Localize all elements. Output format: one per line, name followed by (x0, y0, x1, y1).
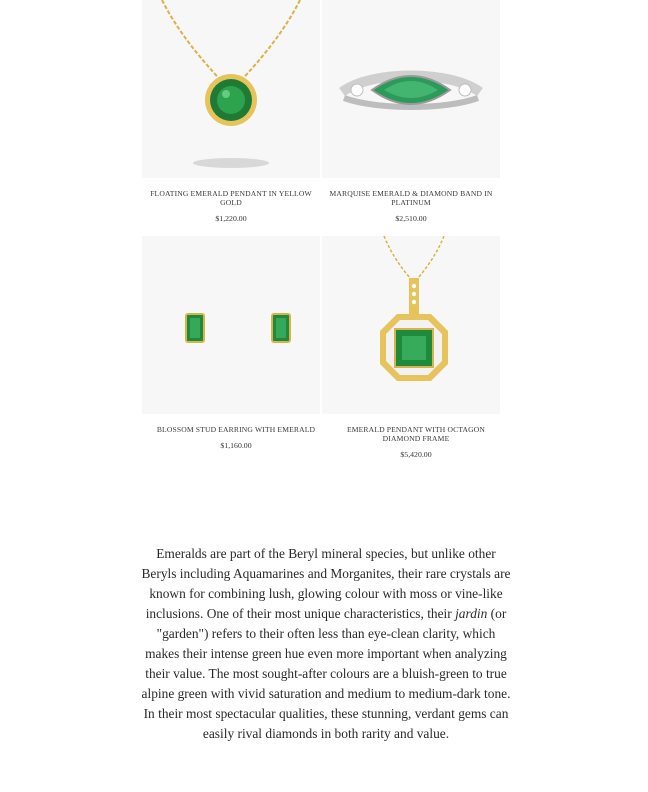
product-price: $1,160.00 (220, 441, 252, 450)
pendant-icon[interactable] (142, 0, 320, 178)
description-text-1: Emeralds are part of the Beryl mineral species, but unlike other Beryls including Aquamarines and Morganites, their rare crystals are known for combining lush, glowing colour with moss or vine-like inclusions. One of their most unique characteristics, their (141, 546, 511, 621)
description-italic: jardin (455, 606, 488, 621)
product-price: $2,510.00 (395, 214, 427, 223)
product-price: $5,420.00 (400, 450, 432, 459)
ring-icon[interactable] (322, 0, 500, 178)
product-name[interactable]: MARQUISE EMERALD & DIAMOND BAND IN PLATINUM (329, 189, 493, 207)
octagon-pendant-icon[interactable] (322, 236, 500, 414)
product-name[interactable]: EMERALD PENDANT WITH OCTAGON DIAMOND FRAME (346, 425, 486, 443)
product-price: $1,220.00 (215, 214, 247, 223)
description-text-2: (or "garden") refers to their often less than eye-clean clarity, which makes their intense green hue even more important when analyzing their value. The most sought-after colours are a bluish-green to true alpine green with vivid saturation and medium to medium-dark tone. In their most spectacular qualities, these stunning, verdant gems can easily rival diamonds in both rarity and value. (141, 606, 511, 741)
earrings-icon[interactable] (142, 236, 320, 414)
emerald-description (140, 544, 512, 744)
product-name[interactable]: BLOSSOM STUD EARRING WITH EMERALD (156, 425, 316, 434)
product-name[interactable]: FLOATING EMERALD PENDANT IN YELLOW GOLD (150, 189, 312, 207)
